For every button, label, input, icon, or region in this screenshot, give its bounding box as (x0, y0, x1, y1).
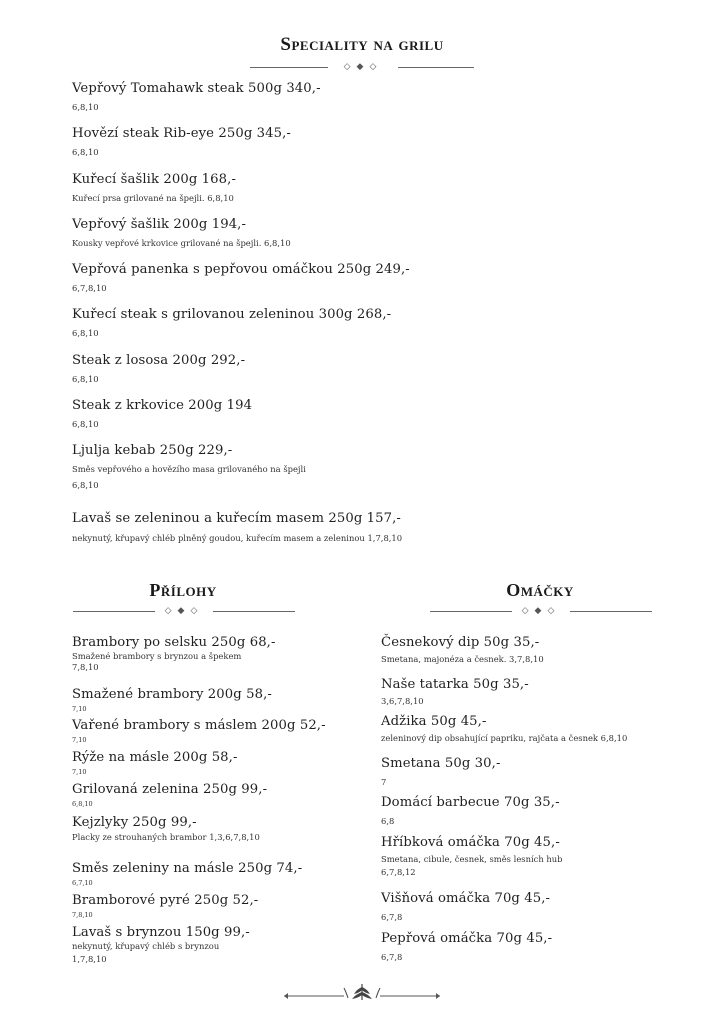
section-title-grill: Speciality na grilu (280, 34, 444, 55)
item-description: nekynutý, křupavý chléb s brynzou (72, 941, 220, 951)
item-description: Smažené brambory s brynzou a špekem (72, 651, 242, 661)
item-name: Adžika 50g 45,- (381, 714, 487, 729)
menu-item (72, 892, 258, 920)
item-allergens: 6,8,10 (72, 147, 99, 157)
menu-item (72, 216, 291, 249)
item-allergens: 6,8,10 (72, 800, 93, 808)
menu-item (72, 510, 402, 544)
menu-item (381, 755, 501, 788)
item-name: Bramborové pyré 250g 52,- (72, 893, 259, 908)
item-name: Steak z lososa 200g 292,- (72, 353, 246, 368)
item-allergens: 6,7,8 (381, 912, 403, 922)
item-name: Kejzlyky 250g 99,- (72, 815, 197, 830)
divider-grill (250, 61, 474, 73)
item-name: Hříbková omáčka 70g 45,- (381, 835, 560, 850)
item-description: Smetana, majonéza a česnek. 3,7,8,10 (381, 654, 544, 664)
item-name: Česnekový dip 50g 35,- (381, 635, 540, 650)
menu-item (72, 717, 326, 745)
item-name: Lavaš s brynzou 150g 99,- (72, 925, 250, 940)
item-description: Placky ze strouhaných brambor 1,3,6,7,8,10 (72, 832, 260, 842)
item-name: Steak z krkovice 200g 194 (72, 398, 253, 413)
item-name: Ljulja kebab 250g 229,- (72, 443, 233, 458)
menu-item (72, 781, 267, 809)
item-allergens: 6,8,10 (72, 480, 99, 490)
section-title-sides: Přílohy (149, 580, 217, 600)
item-name: Grilovaná zelenina 250g 99,- (72, 782, 268, 797)
item-allergens: 7,8,10 (72, 911, 93, 919)
section-title-sauces: Omáčky (506, 580, 574, 600)
item-name: Smažené brambory 200g 58,- (72, 687, 272, 702)
divider-sides (73, 605, 295, 617)
menu-item (381, 713, 627, 744)
item-allergens: 6,7,10 (72, 879, 93, 887)
item-description: nekynutý, křupavý chléb plněný goudou, kuřecím masem a zeleninou 1,7,8,10 (72, 533, 403, 543)
item-description: Směs vepřového a hovězího masa grilovaného na špejli (72, 464, 306, 474)
item-allergens: 7,10 (72, 736, 87, 744)
item-allergens: 7,10 (72, 705, 87, 713)
menu-item (72, 749, 238, 777)
item-description: Kousky vepřové krkovice grilované na špejli. 6,8,10 (72, 238, 291, 248)
menu-item (72, 306, 391, 339)
item-name: Domácí barbecue 70g 35,- (381, 795, 560, 810)
menu-item (72, 924, 250, 965)
menu-item (72, 352, 245, 385)
item-allergens: 6,8,10 (72, 328, 99, 338)
item-name: Vepřová panenka s pepřovou omáčkou 250g 249,- (72, 262, 410, 277)
item-allergens: 6,7,8,12 (381, 867, 416, 877)
item-name: Směs zeleniny na másle 250g 74,- (72, 861, 303, 876)
item-name: Višňová omáčka 70g 45,- (381, 891, 551, 906)
item-allergens: 7 (381, 777, 387, 787)
item-allergens: 1,7,8,10 (72, 954, 107, 964)
item-description: Smetana, cibule, česnek, směs lesních hub (381, 854, 563, 864)
item-allergens: 6,8,10 (72, 374, 99, 384)
item-name: Vepřový šašlik 200g 194,- (72, 217, 247, 232)
wheat-ornament-icon (282, 982, 442, 1002)
diamond-ornament-icon: ◇◆◇ (164, 606, 204, 616)
item-name: Rýže na másle 200g 58,- (72, 750, 238, 765)
item-name: Smetana 50g 30,- (381, 756, 501, 771)
item-allergens: 6,8,10 (72, 419, 99, 429)
menu-item (72, 80, 321, 113)
item-allergens: 6,8,10 (72, 102, 99, 112)
menu-item (72, 125, 291, 158)
item-description: zeleninový dip obsahující papriku, rajčata a česnek 6,8,10 (381, 733, 628, 743)
menu-item (381, 930, 552, 963)
item-name: Brambory po selsku 250g 68,- (72, 635, 276, 650)
item-allergens: 6,8 (381, 816, 395, 826)
menu-item (72, 171, 236, 204)
item-name: Hovězí steak Rib-eye 250g 345,- (72, 126, 291, 141)
menu-item (72, 397, 252, 430)
item-name: Vepřový Tomahawk steak 500g 340,- (72, 81, 321, 96)
divider-sauces (430, 605, 652, 617)
item-description: Kuřecí prsa grilované na špejli. 6,8,10 (72, 193, 234, 203)
menu-item (72, 860, 302, 888)
menu-item (381, 890, 550, 923)
item-name: Kuřecí steak s grilovanou zeleninou 300g 268,- (72, 307, 392, 322)
item-name: Vařené brambory s máslem 200g 52,- (72, 718, 326, 733)
item-allergens: 7,10 (72, 768, 87, 776)
menu-item (381, 634, 544, 665)
item-name: Pepřová omáčka 70g 45,- (381, 931, 553, 946)
menu-item (72, 686, 272, 714)
menu-item (72, 442, 306, 491)
menu-item (72, 261, 410, 294)
menu-item (381, 676, 529, 707)
item-name: Naše tatarka 50g 35,- (381, 677, 529, 692)
diamond-ornament-icon: ◇◆◇ (521, 606, 561, 616)
menu-item (381, 794, 560, 827)
diamond-ornament-icon: ◇◆◇ (343, 62, 383, 72)
item-name: Lavaš se zeleninou a kuřecím masem 250g 157,- (72, 511, 401, 526)
menu-item (381, 834, 563, 878)
menu-item (72, 814, 260, 843)
item-name: Kuřecí šašlik 200g 168,- (72, 172, 236, 187)
item-allergens: 7,8,10 (72, 662, 99, 672)
menu-item (72, 634, 276, 673)
item-allergens: 3,6,7,8,10 (381, 696, 424, 706)
item-allergens: 6,7,8 (381, 952, 403, 962)
item-allergens: 6,7,8,10 (72, 283, 107, 293)
